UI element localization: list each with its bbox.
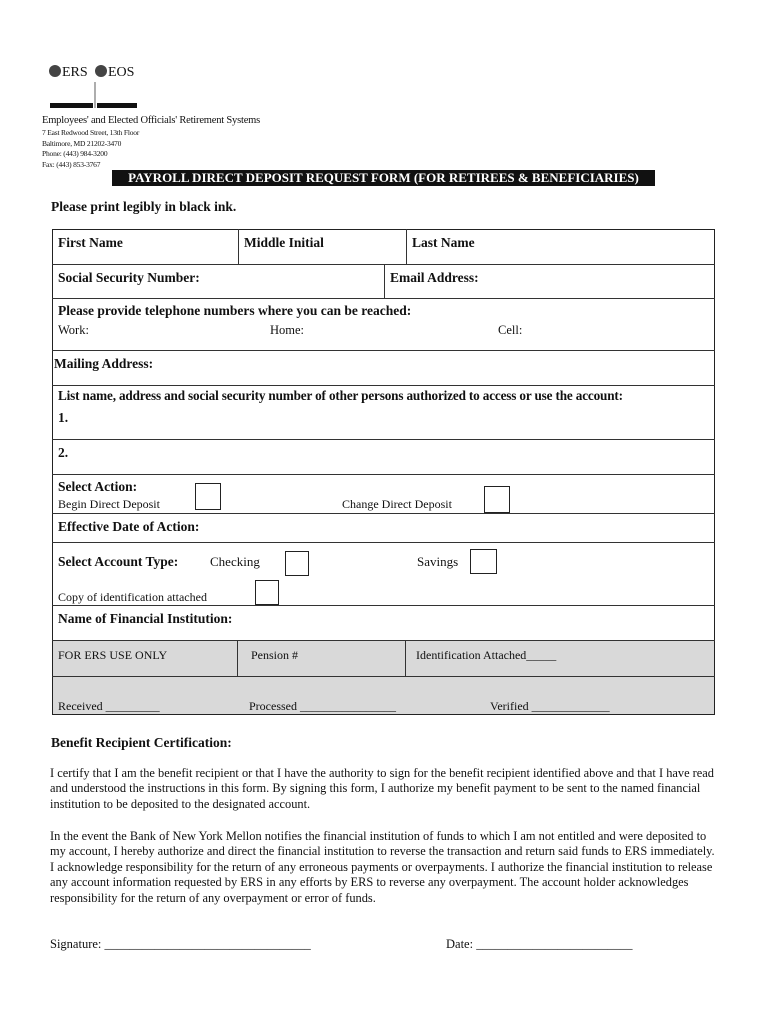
date-field[interactable]: Date: _________________________ [446, 937, 633, 951]
checking-label: Checking [210, 554, 260, 569]
org-name: Employees' and Elected Officials' Retirement Systems [42, 115, 261, 126]
received-field: Received _________ [58, 699, 160, 713]
authorized-persons-label: List name, address and social security number of other persons authorized to access or use the account: [58, 388, 623, 403]
address-line-1: 7 East Redwood Street, 13th Floor [42, 128, 140, 137]
authorized-person-1-field[interactable]: 1. [58, 410, 69, 425]
verified-field: Verified _____________ [490, 699, 610, 713]
id-copy-checkbox[interactable] [255, 580, 279, 605]
ers-seal-icon [49, 65, 61, 77]
certification-heading: Benefit Recipient Certification: [51, 735, 232, 750]
account-type-label: Select Account Type: [58, 554, 179, 569]
checking-checkbox[interactable] [285, 551, 309, 576]
phone-number: Phone: (443) 984-3200 [42, 149, 108, 159]
change-deposit-checkbox[interactable] [484, 486, 510, 513]
middle-initial-field[interactable]: Middle Initial [244, 235, 324, 250]
id-attached-field: Identification Attached_____ [416, 648, 557, 662]
mailing-address-field[interactable]: Mailing Address: [54, 356, 154, 371]
instruction-text: Please print legibly in black ink. [51, 199, 237, 214]
pension-number-field: Pension # [251, 648, 299, 662]
select-action-label: Select Action: [58, 479, 138, 494]
cell-phone-field[interactable]: Cell: [498, 323, 523, 337]
work-phone-field[interactable]: Work: [58, 323, 89, 337]
begin-deposit-label: Begin Direct Deposit [58, 497, 160, 511]
org-address [42, 128, 139, 170]
begin-deposit-checkbox[interactable] [195, 483, 221, 510]
address-line-2: Baltimore, MD 21202-3470 [42, 138, 122, 148]
logo-eos-text: EOS [108, 65, 135, 80]
processed-field: Processed ________________ [249, 699, 396, 713]
signature-field[interactable]: Signature: _________________________________ [50, 937, 311, 951]
eos-seal-icon [95, 65, 107, 77]
ssn-field[interactable]: Social Security Number: [58, 270, 200, 285]
ers-eos-logo [48, 62, 144, 110]
phone-prompt: Please provide telephone numbers where you can be reached: [58, 303, 412, 318]
savings-checkbox[interactable] [470, 549, 497, 574]
form-title: PAYROLL DIRECT DEPOSIT REQUEST FORM (FOR RETIREES & BENEFICIARIES) [112, 170, 655, 186]
savings-label: Savings [417, 554, 459, 569]
certification-paragraph-1: I certify that I am the benefit recipient or that I have the authority to sign for the benefit recipient identified above and that I have read and understood the instructions in this form. By signing this form, I authorize my benefit payment to be sent to the named financial institution to be deposited to the designated account. [50, 766, 715, 811]
effective-date-field[interactable]: Effective Date of Action: [58, 519, 200, 534]
change-deposit-label: Change Direct Deposit [342, 497, 452, 511]
logo-ers-text: ERS [62, 65, 88, 80]
first-name-field[interactable]: First Name [58, 235, 123, 250]
financial-institution-field[interactable]: Name of Financial Institution: [58, 611, 233, 626]
certification-paragraph-2: In the event the Bank of New York Mellon notifies the financial institution of funds to which I am not entitled and were deposited to my account, I hereby authorize and direct the financial institution to reverse the transaction and return said funds to ERS immediately. I acknowledge responsibility for the return of any erroneous payments or overpayments. I authorize the financial institution to release any account information requested by ERS in any efforts by ERS to reverse any overpayment. The account holder acknowledges responsibility for the return of any overpayment or error of funds. [50, 829, 715, 905]
email-field[interactable]: Email Address: [390, 270, 479, 285]
ers-use-label: FOR ERS USE ONLY [58, 648, 168, 662]
fax-number: Fax: (443) 853-3767 [42, 159, 101, 169]
last-name-field[interactable]: Last Name [412, 235, 475, 250]
id-copy-label: Copy of identification attached [58, 590, 207, 604]
authorized-person-2-field[interactable]: 2. [58, 445, 69, 460]
home-phone-field[interactable]: Home: [270, 323, 305, 337]
